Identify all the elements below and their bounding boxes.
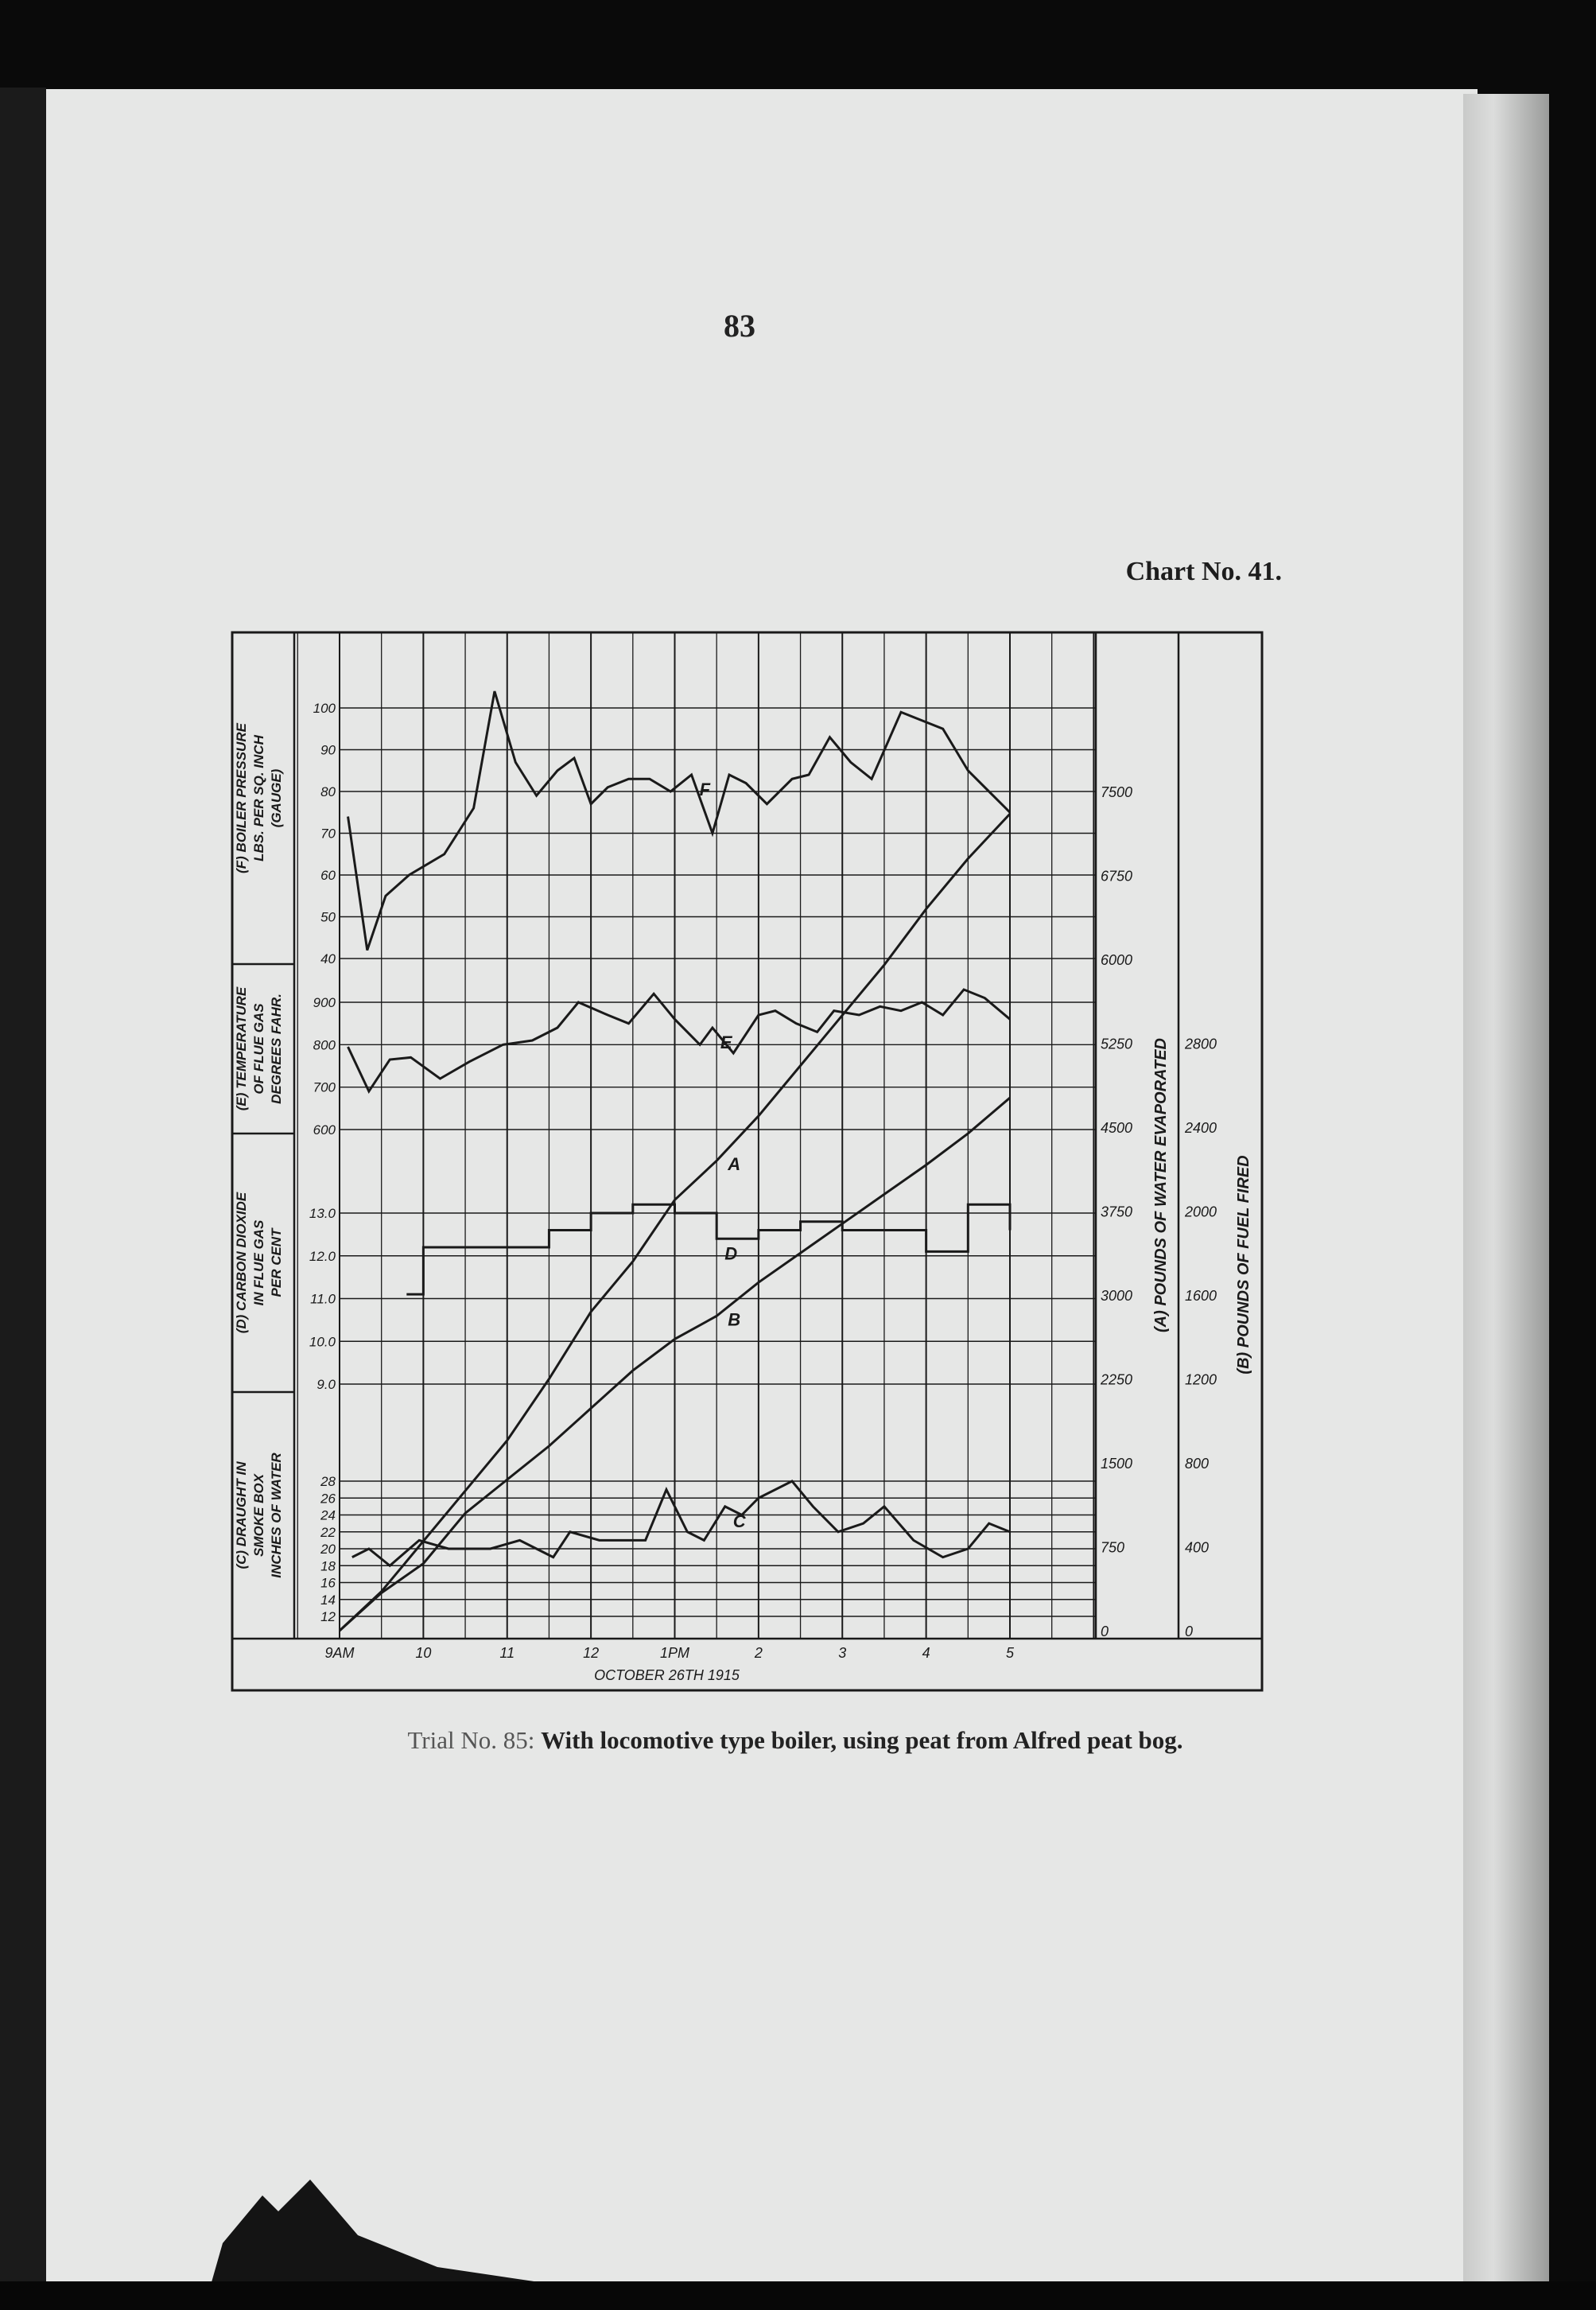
x-tick-label: 9AM (324, 1645, 355, 1661)
panel-label-line: LBS. PER SQ. INCH (251, 735, 266, 861)
axis-b-tick: 400 (1185, 1539, 1210, 1556)
panel-label-line: (GAUGE) (269, 768, 284, 828)
panel-tick-label: 18 (320, 1558, 336, 1574)
series-label-E: E (720, 1032, 732, 1052)
x-axis-title: OCTOBER 26TH 1915 (594, 1667, 740, 1683)
panel-tick-label: 10.0 (309, 1334, 336, 1350)
panel-tick-label: 9.0 (316, 1377, 336, 1392)
panel-label-line: IN FLUE GAS (251, 1219, 266, 1306)
axis-b-tick: 1200 (1185, 1371, 1217, 1388)
panel-tick-label: 50 (320, 909, 336, 925)
panel-tick-label: 13.0 (309, 1206, 336, 1221)
panel-label-line: PER CENT (269, 1228, 284, 1297)
axis-b-tick: 800 (1185, 1456, 1210, 1472)
axis-b-tick: 1600 (1185, 1288, 1217, 1304)
x-tick-label: 5 (1005, 1645, 1015, 1661)
panel-tick-label: 12 (320, 1609, 336, 1624)
panel-tick-label: 40 (320, 951, 336, 966)
axis-a-tick: 3750 (1101, 1204, 1133, 1220)
panel-tick-label: 14 (320, 1592, 336, 1608)
axis-b-tick: 0 (1185, 1624, 1194, 1639)
series-line-D (406, 1204, 1010, 1294)
axis-a-tick: 4500 (1101, 1120, 1133, 1136)
axis-a-tick: 7500 (1101, 784, 1133, 800)
panel-tick-label: 24 (320, 1507, 336, 1523)
panel-tick-label: 900 (313, 995, 336, 1010)
caption-text: With locomotive type boiler, using peat from Alfred peat bog. (541, 1726, 1183, 1754)
x-tick-label: 4 (922, 1645, 930, 1661)
x-tick-label: 12 (583, 1645, 600, 1661)
panel-label-line: (C) DRAUGHT IN (234, 1461, 249, 1569)
caption-trial: Trial No. 85: (407, 1726, 535, 1754)
panel-tick-label: 11.0 (310, 1291, 336, 1307)
axis-a-tick: 750 (1101, 1539, 1125, 1556)
series-label-D: D (724, 1243, 738, 1264)
panel-tick-label: 22 (320, 1524, 336, 1540)
series-line-F (348, 691, 1010, 951)
panel-label-line: (D) CARBON DIOXIDE (234, 1192, 249, 1334)
panel-label-line: OF FLUE GAS (251, 1003, 266, 1095)
panel-label-line: SMOKE BOX (251, 1474, 266, 1557)
axis-b-tick: 2400 (1185, 1120, 1217, 1136)
panel-tick-label: 100 (313, 701, 336, 716)
series-line-E (348, 990, 1010, 1091)
series-label-F: F (699, 780, 711, 799)
page-number: 83 (724, 308, 755, 344)
panel-tick-label: 16 (320, 1575, 336, 1591)
axis-a-tick: 3000 (1101, 1288, 1133, 1304)
series-label-C: C (732, 1511, 746, 1531)
panel-tick-label: 28 (320, 1474, 336, 1489)
panel-tick-label: 80 (320, 784, 336, 799)
panel-tick-label: 70 (320, 826, 336, 842)
axis-a-tick: 1500 (1101, 1456, 1133, 1472)
panel-label-line: (E) TEMPERATURE (234, 986, 249, 1111)
axis-a-tick: 5250 (1101, 1036, 1133, 1052)
panel-tick-label: 60 (320, 868, 336, 883)
axis-a-title: (A) POUNDS OF WATER EVAPORATED (1152, 1038, 1170, 1332)
panel-tick-label: 800 (313, 1037, 336, 1053)
panel-label-line: INCHES OF WATER (269, 1452, 284, 1578)
axis-a-tick: 6750 (1101, 868, 1133, 885)
scan-bottom-edge (0, 2281, 1596, 2310)
x-tick-label: 1PM (659, 1645, 690, 1661)
panel-tick-label: 20 (320, 1542, 336, 1557)
axis-b-tick: 2000 (1185, 1204, 1217, 1220)
x-tick-label: 10 (415, 1645, 432, 1661)
axis-a-tick: 0 (1101, 1624, 1109, 1639)
panel-label-line: (F) BOILER PRESSURE (234, 723, 249, 873)
panel-label-line: DEGREES FAHR. (269, 994, 284, 1104)
axis-b-tick: 2800 (1185, 1036, 1217, 1052)
axis-b-title: (B) POUNDS OF FUEL FIRED (1235, 1155, 1252, 1375)
axis-a-tick: 2250 (1101, 1371, 1133, 1388)
figure-caption (223, 1726, 1368, 1755)
cumulative-label-B: B (728, 1309, 741, 1330)
cumulative-label-A: A (728, 1154, 741, 1175)
series-line-C (352, 1481, 1010, 1565)
chart-number-label: Chart No. 41. (1125, 557, 1282, 586)
panel-tick-label: 90 (320, 742, 336, 758)
x-tick-label: 3 (838, 1645, 847, 1661)
panel-tick-label: 600 (313, 1122, 336, 1138)
axis-a-tick: 6000 (1101, 952, 1133, 968)
scan-shadow (175, 2148, 652, 2299)
x-tick-label: 2 (754, 1645, 763, 1661)
panel-tick-label: 12.0 (309, 1248, 336, 1264)
x-tick-label: 11 (499, 1645, 515, 1661)
panel-tick-label: 26 (320, 1491, 336, 1507)
panel-tick-label: 700 (313, 1079, 336, 1095)
